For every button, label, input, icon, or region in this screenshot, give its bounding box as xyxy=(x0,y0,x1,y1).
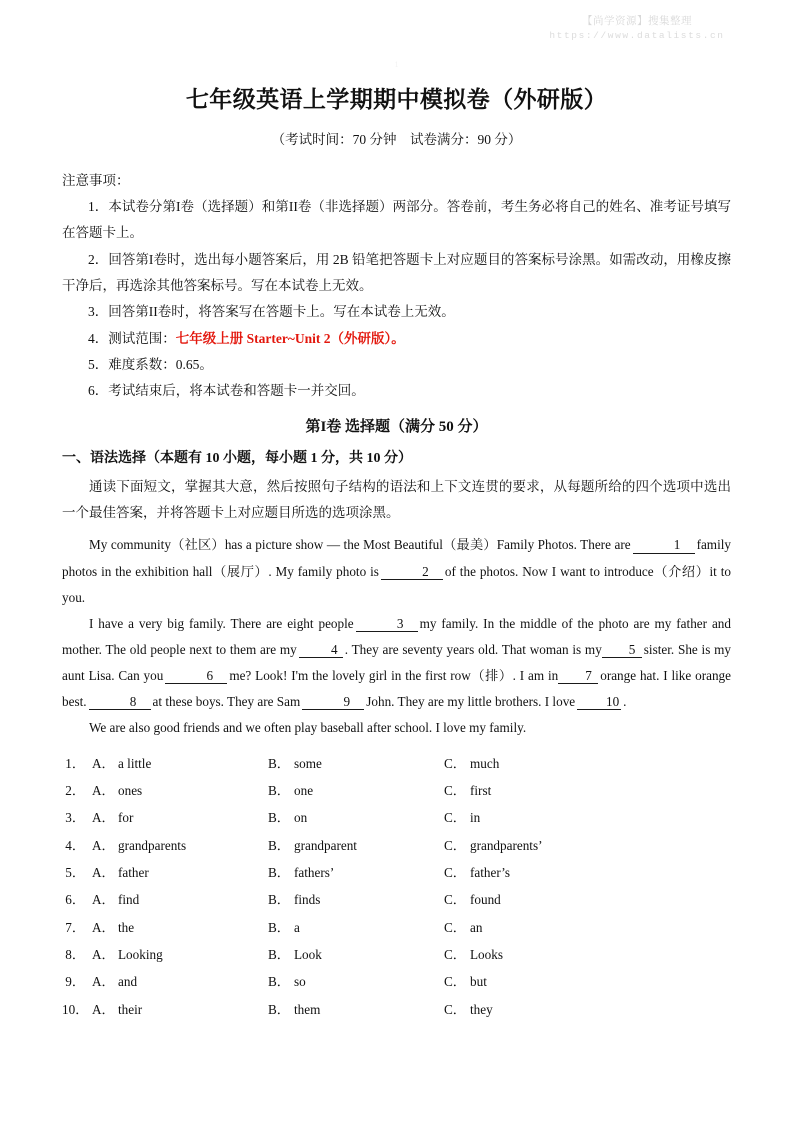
option-choice-a[interactable] xyxy=(92,832,268,859)
option-row xyxy=(62,750,731,777)
option-choice-c[interactable] xyxy=(444,804,620,831)
option-text-c: an xyxy=(470,919,483,935)
option-text-c: Looks xyxy=(470,946,503,962)
option-row xyxy=(62,914,731,941)
exam-meta-subtitle: （考试时间：70 分钟 试卷满分：90 分） xyxy=(271,131,522,147)
option-letter-b: B． xyxy=(268,755,290,771)
blank-2[interactable]: 2 xyxy=(381,564,443,580)
option-choice-a[interactable] xyxy=(92,804,268,831)
option-choice-b[interactable] xyxy=(268,996,444,1023)
option-letter-b: B． xyxy=(268,782,290,798)
notices-section xyxy=(62,150,731,405)
notice-item-3: 3．回答第II卷时，将答案写在答题卡上。写在本试卷上无效。 xyxy=(88,304,455,320)
option-text-c: much xyxy=(470,755,500,771)
option-letter-b: B． xyxy=(268,864,290,880)
option-text-b: one xyxy=(294,782,314,798)
option-question-number: 1． xyxy=(65,755,85,771)
option-letter-c: C． xyxy=(444,782,466,798)
option-question-number: 2． xyxy=(65,782,85,798)
option-choice-b[interactable] xyxy=(268,777,444,804)
passage-text: me? Look! I'm the lovely girl in the first row（排）. I am in xyxy=(229,668,559,684)
option-choice-c[interactable] xyxy=(444,941,620,968)
option-row xyxy=(62,859,731,886)
blank-4[interactable]: 4 xyxy=(299,642,343,658)
volume-title: 第I卷 选择题（满分 50 分） xyxy=(305,419,488,436)
blank-3[interactable]: 3 xyxy=(356,616,418,632)
option-choice-b[interactable] xyxy=(268,914,444,941)
blank-7[interactable]: 7 xyxy=(558,668,598,684)
option-row xyxy=(62,804,731,831)
option-letter-c: C． xyxy=(444,946,466,962)
option-text-a: their xyxy=(118,1001,143,1017)
option-text-b: some xyxy=(294,755,322,771)
option-choice-c[interactable] xyxy=(444,832,620,859)
option-text-b: grandparent xyxy=(294,837,357,853)
passage-text: family photos in the exhibition hall（展厅）. My family photo is xyxy=(62,537,731,579)
page-title: 七年级英语上学期期中模拟卷（外研版） xyxy=(185,87,608,112)
option-question-number: 4． xyxy=(65,837,85,853)
option-letter-b: B． xyxy=(268,974,290,990)
option-text-b: fathers’ xyxy=(294,864,335,880)
notice-item-5: 5．难度系数：0.65。 xyxy=(88,356,213,372)
option-question-number: 5． xyxy=(65,864,85,880)
option-text-a: grandparents xyxy=(118,837,187,853)
option-question-number: 6． xyxy=(65,892,85,908)
option-choice-a[interactable] xyxy=(92,996,268,1023)
passage-text: I have a very big family. There are eight people xyxy=(89,615,354,631)
option-letter-a: A． xyxy=(92,892,115,908)
option-choice-c[interactable] xyxy=(444,886,620,913)
option-text-a: the xyxy=(118,919,135,935)
option-choice-a[interactable] xyxy=(92,886,268,913)
option-question-number: 10． xyxy=(62,1001,89,1017)
option-text-b: a xyxy=(294,919,300,935)
option-choice-a[interactable] xyxy=(92,750,268,777)
option-text-c: but xyxy=(470,974,487,990)
option-row xyxy=(62,777,731,804)
option-letter-a: A． xyxy=(92,782,115,798)
option-text-a: and xyxy=(118,974,138,990)
blank-10[interactable]: 10 xyxy=(577,694,621,710)
option-choice-b[interactable] xyxy=(268,886,444,913)
notice-item-1: 1．本试卷分第I卷（选择题）和第II卷（非选择题）两部分。答卷前，考生务必将自己的姓名、准考证号填写在答题卡上。 xyxy=(62,198,731,241)
passage-text: . They are seventy years old. That woman is my xyxy=(344,642,602,658)
blank-6[interactable]: 6 xyxy=(165,668,227,684)
passage-text: orange hat. I like orange best. xyxy=(62,668,731,710)
option-text-a: ones xyxy=(118,782,143,798)
option-text-c: first xyxy=(470,782,492,798)
option-text-b: them xyxy=(294,1001,321,1017)
option-text-b: so xyxy=(294,974,306,990)
option-choice-c[interactable] xyxy=(444,750,620,777)
option-letter-c: C． xyxy=(444,837,466,853)
option-row xyxy=(62,941,731,968)
option-question-number: 7． xyxy=(65,919,85,935)
option-row xyxy=(62,996,731,1023)
watermark xyxy=(512,14,762,43)
option-letter-b: B． xyxy=(268,837,290,853)
option-choice-a[interactable] xyxy=(92,859,268,886)
notice-item-4-prefix: 4．测试范围： xyxy=(88,330,176,346)
option-letter-c: C． xyxy=(444,919,466,935)
passage-text: My community（社区）has a picture show — the Most Beautiful（最美）Family Photos. There are xyxy=(89,537,631,553)
option-text-c: found xyxy=(470,892,501,908)
option-text-a: a little xyxy=(118,755,152,771)
option-letter-b: B． xyxy=(268,946,290,962)
passage-text: my family. In the middle of the photo are my father and mother. The old people next to them are my xyxy=(62,615,731,658)
passage-text: at these boys. They are Sam xyxy=(152,694,301,710)
option-letter-c: C． xyxy=(444,892,466,908)
option-letter-b: B． xyxy=(268,919,290,935)
watermark-url: https://www.datalists.cn xyxy=(549,30,725,42)
option-text-a: Looking xyxy=(118,946,163,962)
option-letter-a: A． xyxy=(92,974,115,990)
option-letter-c: C． xyxy=(444,864,466,880)
option-choice-a[interactable] xyxy=(92,777,268,804)
option-letter-b: B． xyxy=(268,892,290,908)
blank-8[interactable]: 8 xyxy=(89,694,151,710)
blank-1[interactable]: 1 xyxy=(633,537,695,553)
notice-item-4 xyxy=(62,326,731,352)
notice-item-2: 2．回答第I卷时，选出每小题答案后，用 2B 铅笔把答题卡上对应题目的答案标号涂黑。如需改动，用橡皮擦干净后，再选涂其他答案标号。写在本试卷上无效。 xyxy=(62,251,731,293)
option-letter-b: B． xyxy=(268,810,290,826)
option-row xyxy=(62,832,731,859)
passage-paragraph-1 xyxy=(62,532,731,610)
passage-text: . xyxy=(623,694,627,710)
option-letter-c: C． xyxy=(444,755,466,771)
passage-text: of the photos. Now I want to introduce（介绍）it to you. xyxy=(62,563,732,605)
option-text-b: Look xyxy=(294,946,322,962)
option-choice-b[interactable] xyxy=(268,941,444,968)
option-choice-c[interactable] xyxy=(444,859,620,886)
option-choice-c[interactable] xyxy=(444,996,620,1023)
option-text-c: they xyxy=(470,1001,493,1017)
option-text-a: for xyxy=(118,810,134,826)
option-text-b: on xyxy=(294,810,308,826)
option-letter-a: A． xyxy=(92,837,115,853)
option-text-a: find xyxy=(118,892,140,908)
option-letter-c: C． xyxy=(444,810,466,826)
option-row xyxy=(62,886,731,913)
passage-text: John. They are my little brothers. I love xyxy=(366,694,576,710)
option-letter-a: A． xyxy=(92,755,115,771)
option-text-b: finds xyxy=(294,892,321,908)
cloze-passage xyxy=(62,526,731,741)
option-letter-b: B． xyxy=(268,1001,290,1017)
option-letter-c: C． xyxy=(444,1001,466,1017)
option-choice-b[interactable] xyxy=(268,968,444,995)
blank-5[interactable]: 5 xyxy=(602,642,642,658)
option-choice-a[interactable] xyxy=(92,914,268,941)
option-choice-c[interactable] xyxy=(444,968,620,995)
option-letter-c: C． xyxy=(444,974,466,990)
option-row xyxy=(62,968,731,995)
options-list xyxy=(62,742,731,1023)
option-question-number: 8． xyxy=(65,946,85,962)
option-question-number: 9． xyxy=(65,974,85,990)
option-choice-b[interactable] xyxy=(268,804,444,831)
option-letter-a: A． xyxy=(92,810,115,826)
notice-item-6: 6．考试结束后，将本试卷和答题卡一并交回。 xyxy=(88,383,365,399)
option-letter-a: A． xyxy=(92,919,115,935)
section-title-grammar: 一、语法选择（本题有 10 小题，每小题 1 分，共 10 分） xyxy=(62,450,412,466)
passage-text: sister. She is my aunt Lisa. Can you xyxy=(62,642,731,684)
option-text-c: grandparents’ xyxy=(470,837,543,853)
option-choice-c[interactable] xyxy=(444,777,620,804)
option-choice-b[interactable] xyxy=(268,859,444,886)
option-choice-c[interactable] xyxy=(444,914,620,941)
blank-9[interactable]: 9 xyxy=(302,694,364,710)
section-directions: 通读下面短文，掌握其大意，然后按照句子结构的语法和上下文连贯的要求，从每题所给的四个选项中选出一个最佳答案，并将答题卡上对应题目所选的选项涂黑。 xyxy=(62,478,731,521)
option-letter-a: A． xyxy=(92,864,115,880)
watermark-source-label: 【尚学资源】搜集整理 xyxy=(582,15,692,27)
option-text-a: father xyxy=(118,864,149,880)
notice-item-4-scope: 七年级上册 Starter~Unit 2（外研版）。 xyxy=(175,330,405,346)
option-choice-a[interactable] xyxy=(92,968,268,995)
passage-paragraph-2 xyxy=(62,611,731,716)
passage-paragraph-3: We are also good friends and we often play baseball after school. I love my family. xyxy=(89,720,527,736)
option-text-c: in xyxy=(470,810,481,826)
option-question-number: 3． xyxy=(65,810,85,826)
option-choice-a[interactable] xyxy=(92,941,268,968)
option-letter-a: A． xyxy=(92,1001,115,1017)
notices-heading: 注意事项： xyxy=(62,172,130,188)
page-marker: 1 xyxy=(394,60,399,69)
option-choice-b[interactable] xyxy=(268,832,444,859)
option-choice-b[interactable] xyxy=(268,750,444,777)
option-text-c: father’s xyxy=(470,864,511,880)
option-letter-a: A． xyxy=(92,946,115,962)
